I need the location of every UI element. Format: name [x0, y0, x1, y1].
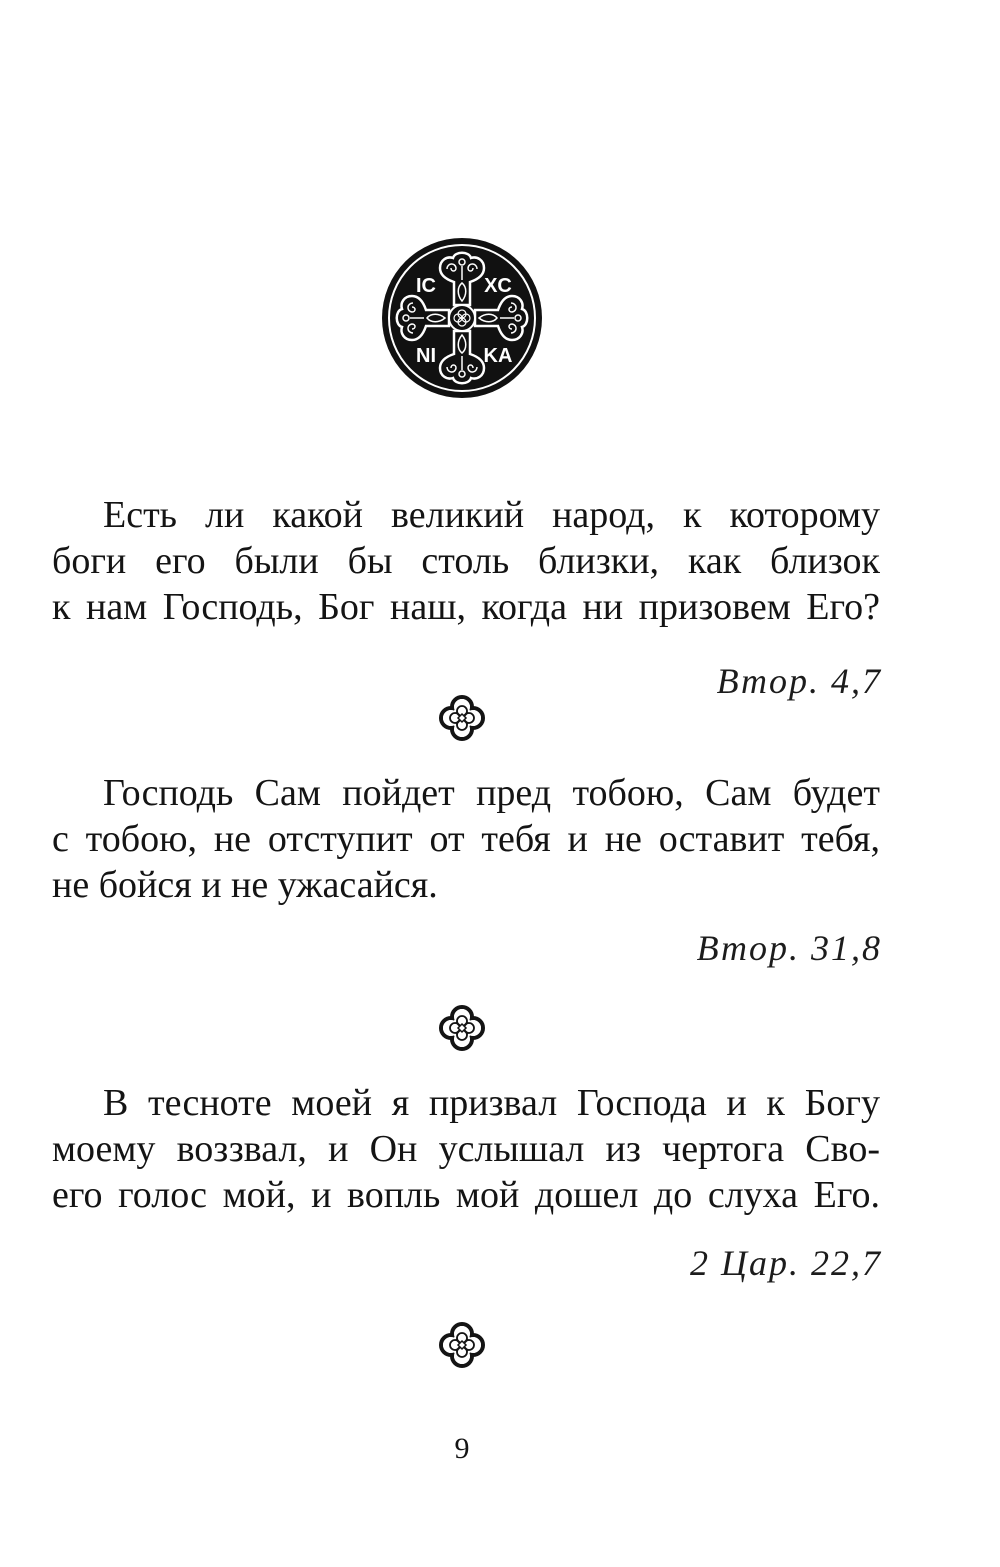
knot-ornament-icon [439, 1005, 485, 1051]
passage-3-reference: 2 Цар. 22,7 [690, 1243, 882, 1283]
passage-1-reference: Втор. 4,7 [716, 661, 882, 701]
passage-1-line-2: боги его были бы столь близки, как близок [52, 540, 880, 582]
cross-center-medallion [449, 305, 475, 331]
passage-2-reference: Втор. 31,8 [696, 928, 882, 968]
passage-2-line-3: не бойся и не ужасайся. [52, 864, 438, 906]
passage-3-line-3: его голос мой, и вопль мой дошел до слуха Его. [52, 1174, 880, 1216]
passage-3 [52, 1080, 880, 1218]
emblem-letters-bottom-left: NI [416, 345, 436, 367]
passage-1-line-3: к нам Господь, Бог наш, когда ни призовем Его? [52, 586, 880, 628]
knot-ornament-graphic [439, 1322, 485, 1368]
cross-emblem-icon [377, 233, 547, 403]
knot-ornament-graphic [439, 1005, 485, 1051]
passage-1 [52, 492, 880, 630]
passage-3-line-1: В тесноте моей я призвал Господа и к Богу [103, 1082, 880, 1124]
passage-1-line-1: Есть ли какой великий народ, к которому [103, 494, 880, 536]
knot-ornament-graphic [439, 695, 485, 741]
page-number: 9 [454, 1432, 470, 1465]
knot-ornament-icon [439, 695, 485, 741]
emblem-letters-top-left: IC [416, 275, 436, 297]
knot-ornament-icon [439, 1322, 485, 1368]
passage-3-line-2: моему воззвал, и Он услышал из чертога Сво- [52, 1128, 880, 1170]
cross-emblem-graphic [377, 233, 547, 403]
passage-2-line-2: с тобою, не отступит от тебя и не оставит тебя, [52, 818, 880, 860]
emblem-letters-top-right: XC [484, 275, 512, 297]
passage-2-line-1: Господь Сам пойдет пред тобою, Сам будет [103, 772, 880, 814]
emblem-letters-bottom-right: KA [483, 345, 513, 367]
passage-2 [52, 770, 880, 908]
